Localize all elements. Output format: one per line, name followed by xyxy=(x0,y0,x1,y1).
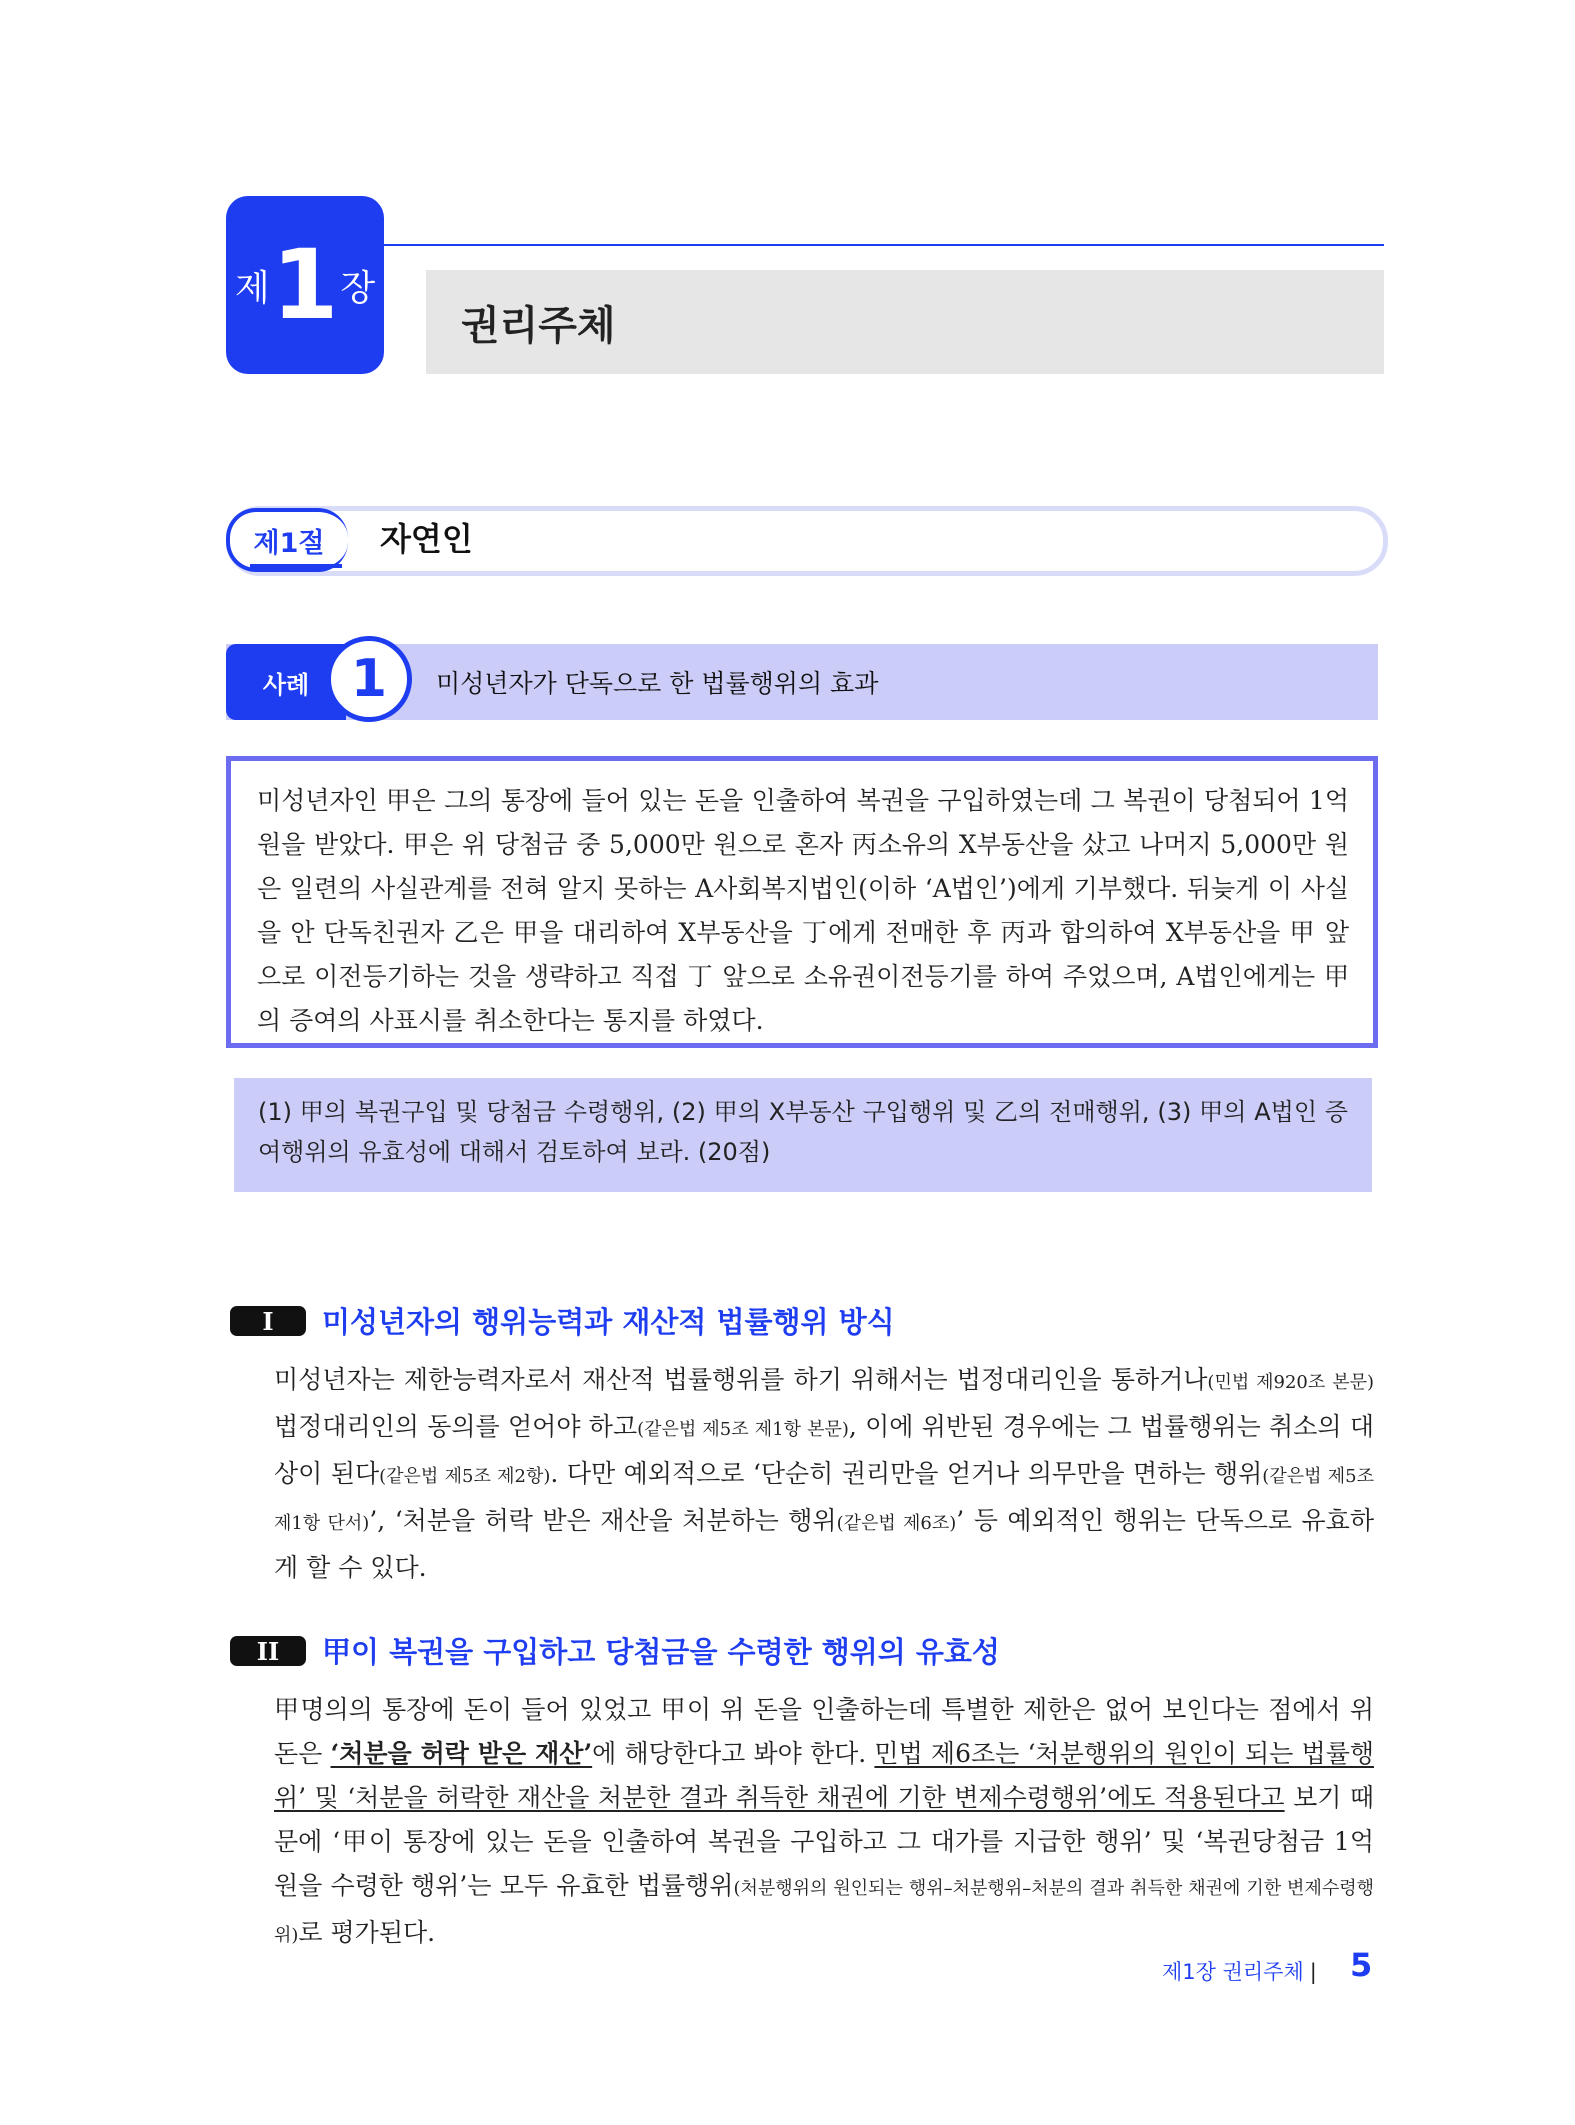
running-footer xyxy=(1162,1956,1317,1986)
heading-1: 미성년자의 행위능력과 재산적 법률행위 방식 xyxy=(322,1305,895,1339)
chapter-title-bar xyxy=(426,270,1384,374)
paragraph-2: 甲명의의 통장에 돈이 들어 있었고 甲이 위 돈을 인출하는데 특별한 제한은 없어 보인다는 점에서 위 돈은 ‘처분을 허락 받은 재산’에 해당한다고 봐야 한다. 민법 제6조는 ‘처분행위의 원인이 되는 법률행위’ 및 ‘처분을 허락한 재산을 처분한 결과 취득한 채권에 기한 변제수령행위’에도 적용된다고 보기 때문에 ‘甲이 통장에 있는 돈을 인출하여 복권을 구입하고 그 대가를 지급한 행위’ 및 ‘복권당첨금 1억 원을 수령한 행위’는 모두 유효한 법률행위(처분행위의 원인되는 행위–처분행위–처분의 결과 취득한 채권에 기한 변제수령행위)로 평가된다. xyxy=(274,1695,1374,1947)
chapter-rule xyxy=(384,244,1384,246)
case-number: 1 xyxy=(326,636,412,722)
case-title: 미성년자가 단독으로 한 법률행위의 효과 xyxy=(436,669,879,698)
paragraph-1: 미성년자는 제한능력자로서 재산적 법률행위를 하기 위해서는 법정대리인을 통하거나(민법 제920조 본문) 법정대리인의 동의를 얻어야 하고(같은법 제5조 제1항 본문), 이에 위반된 경우에는 그 법률행위는 취소의 대상이 된다(같은법 제5조 제2항). 다만 예외적으로 ‘단순히 권리만을 얻거나 의무만을 면하는 행위(같은법 제5조 제1항 단서)’, ‘처분을 허락 받은 재산을 처분하는 행위(같은법 제6조)’ 등 예외적인 행위는 단독으로 유효하게 할 수 있다. xyxy=(274,1365,1375,1582)
page-number: 5 xyxy=(1350,1946,1373,1984)
heading-2: 甲이 복권을 구입하고 당첨금을 수령한 행위의 유효성 xyxy=(322,1635,1000,1669)
section-tag-underline xyxy=(250,564,342,568)
scenario-text: 미성년자인 甲은 그의 통장에 들어 있는 돈을 인출하여 복권을 구입하였는데 그 복권이 당첨되어 1억 원을 받았다. 甲은 위 당첨금 중 5,000만 원으로 혼자 丙소유의 X부동산을 샀고 나머지 5,000만 원은 일련의 사실관계를 전혀 알지 못하는 A사회복지법인(이하 ‘A법인’)에게 기부했다. 뒤늦게 이 사실을 안 단독친권자 乙은 甲을 대리하여 X부동산을 丁에게 전매한 후 丙과 합의하여 X부동산을 甲 앞으로 이전등기하는 것을 생략하고 직접 丁 앞으로 소유권이전등기를 하여 주었으며, A법인에게는 甲의 증여의 사표시를 취소한다는 통지를 하였다. xyxy=(257,786,1349,1035)
section-tag: 제1절 xyxy=(226,508,348,572)
question-text: (1) 甲의 복권구입 및 당첨금 수령행위, (2) 甲의 X부동산 구입행위 및 乙의 전매행위, (3) 甲의 A법인 증여행위의 유효성에 대해서 검토하여 보라. (20점) xyxy=(258,1098,1348,1166)
heading-numeral-1: I xyxy=(230,1306,306,1336)
question-box xyxy=(234,1078,1372,1192)
chapter-prefix: 제 xyxy=(234,267,270,309)
footer-separator: | xyxy=(1309,1960,1317,1984)
chapter-badge xyxy=(226,196,384,374)
chapter-number: 1 xyxy=(271,229,339,341)
chapter-suffix: 장 xyxy=(340,267,376,309)
section-title: 자연인 xyxy=(380,520,473,558)
footer-chapter-title: 제1장 권리주체 xyxy=(1162,1960,1304,1984)
heading-numeral-2: II xyxy=(230,1636,306,1666)
scenario-box xyxy=(226,756,1378,1048)
case-label: 사례 xyxy=(226,644,346,720)
chapter-title: 권리주체 xyxy=(461,302,616,349)
